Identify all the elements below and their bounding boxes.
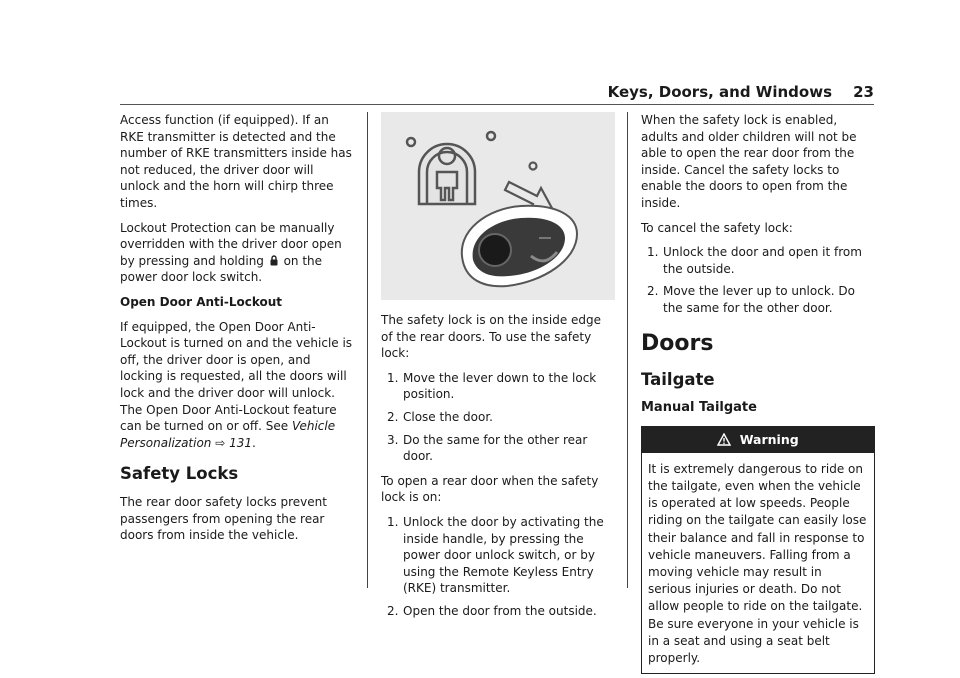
subheading: Open Door Anti-Lockout (120, 294, 283, 309)
column-3 (641, 112, 875, 674)
section-heading: Tailgate (641, 369, 715, 389)
paragraph: To open a rear door when the safety lock is on: (381, 473, 599, 505)
chapter-heading: Doors (641, 330, 714, 356)
paragraph: Lockout Protection can be manually overridden with the driver door open by pressing and holding on the power door lock switch. (120, 220, 342, 285)
list-item: 3. Do the same for the other rear door. (387, 432, 588, 464)
steps-list (381, 514, 615, 620)
column-divider-2 (627, 112, 628, 588)
paragraph: The safety lock is on the inside edge of the rear doors. To use the safety lock: (381, 313, 602, 361)
safety-lock-diagram (381, 112, 615, 300)
section-heading: Safety Locks (120, 464, 239, 484)
list-item: 1. Unlock the door and open it from the outside. (647, 245, 862, 276)
list-item: 1. Move the lever down to the lock position. (387, 370, 597, 402)
list-item: 2. Close the door. (387, 409, 493, 424)
paragraph: When the safety lock is enabled, adults and older children will not be able to open the rear door from the inside. Cancel the safety locks to enable the doors to open from the inside. (641, 113, 857, 210)
page-header (120, 83, 874, 103)
cross-reference-link[interactable]: Vehicle Personalization (120, 419, 336, 450)
lever-housing-icon (462, 206, 577, 286)
section-title: Keys, Doors, and Windows (607, 83, 832, 101)
child-lock-symbol-icon (407, 132, 495, 204)
column-divider-1 (367, 112, 368, 588)
cross-reference-page[interactable]: 131 (229, 435, 253, 450)
paragraph: Access function (if equipped). If an RKE transmitter is detected and the number of RKE transmitters inside has not reduced, the driver door will unlock and the horn will chirp three times. (120, 113, 352, 210)
page-number: 23 (853, 83, 874, 101)
list-item: 2. Move the lever up to unlock. Do the same for the other door. (647, 284, 855, 315)
warning-title: Warning (739, 432, 799, 448)
list-item: 1. Unlock the door by activating the inside handle, by pressing the power door unlock switch, or by using the Remote Keyless Entry (RKE) transmitter. (387, 514, 604, 596)
subsection-heading: Manual Tailgate (641, 399, 757, 415)
paragraph: If equipped, the Open Door Anti-Lockout is turned on and the vehicle is off, the driver door is open, and locking is requested, all the doors will lock and the driver door will unlock. The Open Door Anti-Lockout feature can be turned on or off. See Vehicle Personalization ⇨ 131. (120, 319, 353, 450)
steps-list (381, 370, 615, 465)
column-1 (120, 112, 354, 552)
list-item: 2. Open the door from the outside. (387, 603, 597, 618)
warning-header (642, 427, 874, 453)
warning-box (641, 426, 875, 674)
warning-triangle-icon (717, 433, 731, 446)
lock-icon (269, 255, 279, 266)
paragraph: To cancel the safety lock: (641, 220, 793, 235)
steps-list (641, 244, 875, 316)
direction-arrow-icon (505, 163, 553, 213)
safety-lock-illustration (381, 112, 615, 300)
paragraph: The rear door safety locks prevent passengers from opening the rear doors from inside the vehicle. (120, 495, 327, 543)
column-2 (381, 112, 615, 628)
page-arrow-icon: ⇨ (215, 435, 226, 450)
warning-text: It is extremely dangerous to ride on the tailgate, even when the vehicle is operated at low speeds. People riding on the tailgate can easily lose their balance and fall in response to vehicle maneuvers. Falling from a moving vehicle may result in serious injuries or death. Do not allow people to ride on the tailgate. Be sure everyone in your vehicle is in a seat and using a seat belt properly. (648, 461, 867, 665)
header-rule (120, 104, 874, 105)
